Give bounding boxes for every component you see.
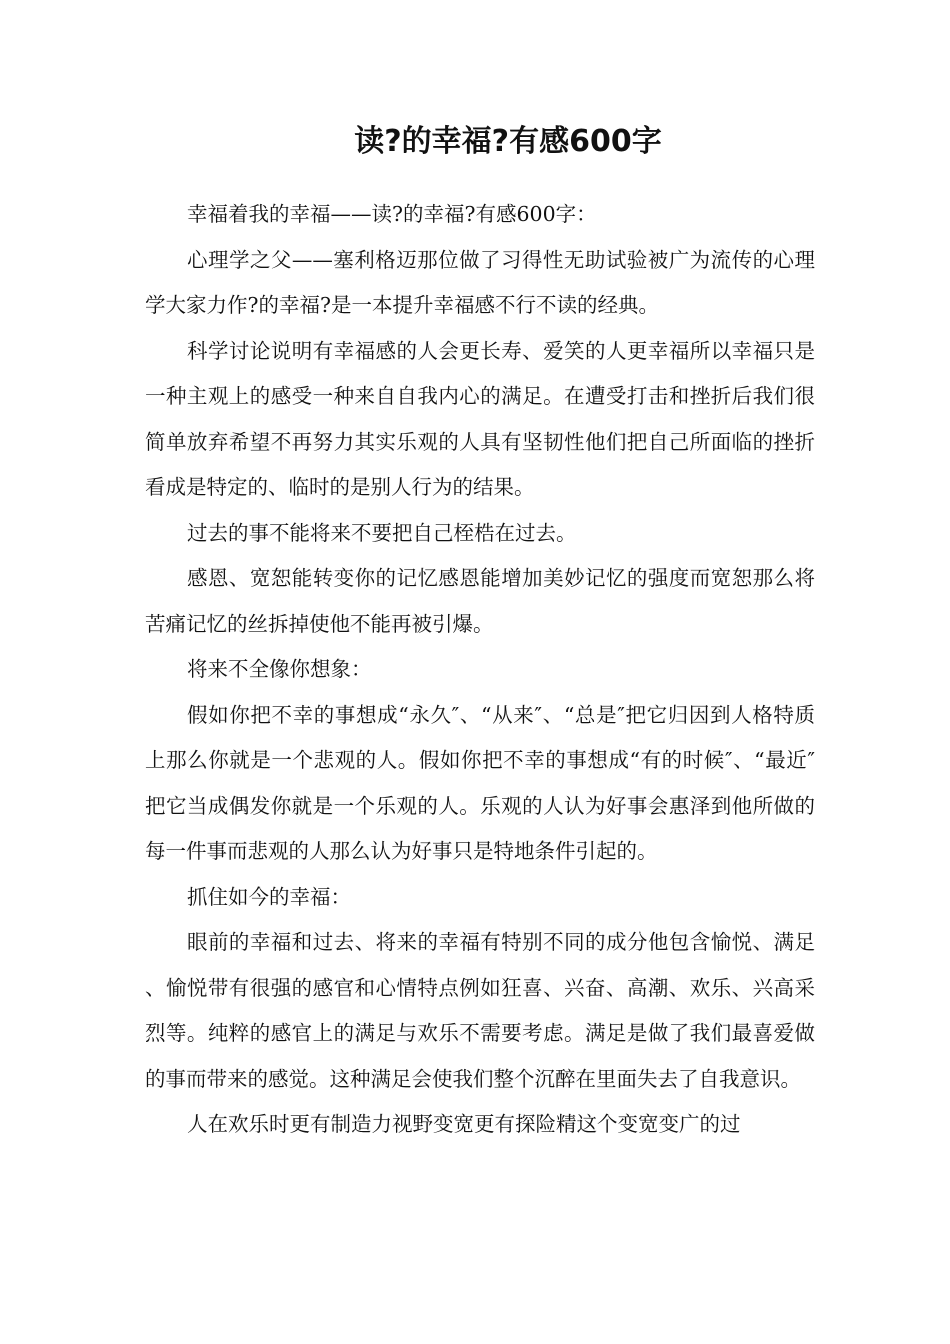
paragraph-present-heading: 抓住如今的幸福： bbox=[187, 884, 352, 909]
paragraph-optimism: 假如你把不幸的事想成“永久″、“从来″、“总是″把它归因到人格特质上那么你就是一个悲观的人。假如你把不幸的事想成“有的时候″、“最近″把它当成偶发你就是一个乐观的人。乐观的人认为好事会惠泽到他所做的每一件事而悲观的人那么认为好事只是特地条件引起的。 bbox=[145, 702, 815, 863]
paragraph-past: 过去的事不能将来不要把自己桎梏在过去。 bbox=[187, 520, 577, 545]
paragraph-future-heading: 将来不全像你想象： bbox=[187, 657, 372, 681]
paragraph-research: 科学讨论说明有幸福感的人会更长寿、爱笑的人更幸福所以幸福只是一种主观上的感受一种来自自我内心的满足。在遭受打击和挫折后我们很简单放弃希望不再努力其实乐观的人具有坚韧性他们把自己所面临的挫折看成是特定的、临时的是别人行为的结果。 bbox=[145, 338, 815, 499]
document-title: 读?的幸福?有感600字 bbox=[354, 124, 662, 159]
paragraph-present-happiness: 眼前的幸福和过去、将来的幸福有特别不同的成分他包含愉悦、满足、愉悦带有很强的感官和心情特点例如狂喜、兴奋、高潮、欢乐、兴高采烈等。纯粹的感官上的满足与欢乐不需要考虑。满足是做了我们最喜爱做的事而带来的感觉。这种满足会使我们整个沉醉在里面失去了自我意识。 bbox=[145, 930, 815, 1091]
document-body bbox=[145, 192, 815, 1148]
paragraph-creativity: 人在欢乐时更有制造力视野变宽更有探险精这个变宽变广的过 bbox=[187, 1112, 741, 1136]
paragraph-book-intro: 心理学之父——塞利格迈那位做了习得性无助试验被广为流传的心理学大家力作?的幸福?是一本提升幸福感不行不读的经典。 bbox=[145, 247, 815, 317]
paragraph-forgiveness: 感恩、宽恕能转变你的记忆感恩能增加美妙记忆的强度而宽恕那么将苦痛记忆的丝拆掉使他不能再被引爆。 bbox=[145, 566, 815, 636]
paragraph-intro: 幸福着我的幸福——读?的幸福?有感600字： bbox=[187, 202, 597, 226]
